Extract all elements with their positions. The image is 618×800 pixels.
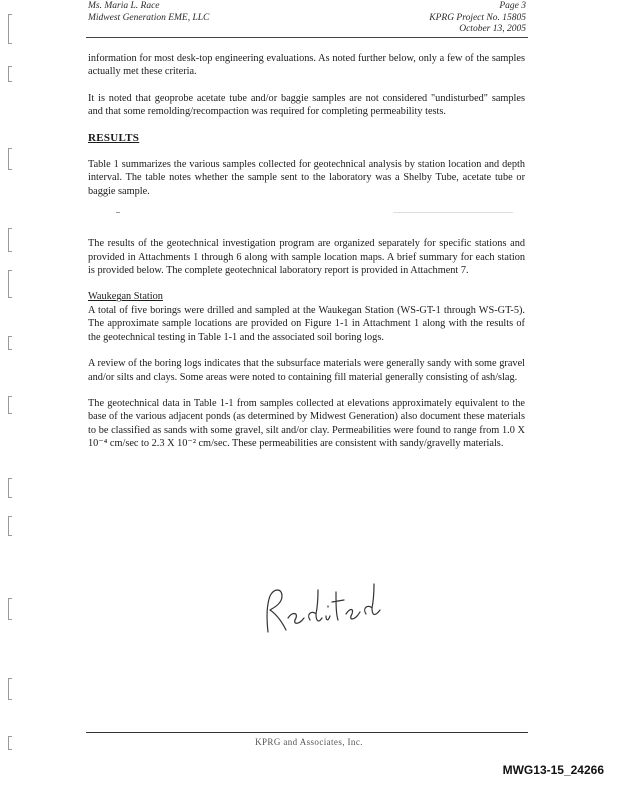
margin-mark [8,516,15,536]
margin-mark [8,270,15,298]
margin-mark [8,14,15,44]
results-heading: RESULTS [88,131,140,144]
paragraph: A total of five borings were drilled and sampled at the Waukegan Station (WS-GT-1 through WS-GT-5). The approximate sample locations are provided on Figure 1-1 in Attachment 1 along with the results of the geotechnical testing in Table 1-1 and the associated soil boring logs. [88,304,525,343]
paragraph: The results of the geotechnical investigation program are organized separately for specific stations and provided in Attachments 1 through 6 along with sample location maps. A brief summary for each station is provided below. The complete geotechnical laboratory report is provided in Attachment 7. [88,238,525,277]
header-project-number: KPRG Project No. 15805 [429,12,526,23]
document-id: MWG13-15_24266 [502,763,604,777]
header-addressee-company: Midwest Generation EME, LLC [88,12,210,23]
margin-mark [8,336,15,350]
footer-company: KPRG and Associates, Inc. [255,737,363,747]
header-reference [429,1,526,36]
header-rule [86,37,528,38]
paragraph: A review of the boring logs indicates that the subsurface materials were generally sandy with some gravel and/or silts and clays. Some areas were noted to containing fill material generally consisting of ash/slag. [88,358,525,383]
redacted-signature [258,574,388,644]
header-addressee-name: Ms. Maria L. Race [88,1,160,11]
margin-mark [8,396,15,414]
footer-rule [86,732,528,733]
letter-body [88,52,525,464]
paragraph: It is noted that geoprobe acetate tube and/or baggie samples are not considered "undisturbed" samples and that some remolding/recompaction was required for completing permeability tests. [88,92,525,118]
margin-mark [8,148,15,170]
paragraph: The geotechnical data in Table 1-1 from samples collected at elevations approximately equivalent to the base of the various adjacent ponds (as determined by Midwest Generation) also document these materials to be classified as sands with some gravel, silt and/or clay. Permeabilities were found to range from 1.0 X 10⁻⁴ cm/sec to 2.3 X 10⁻² cm/sec. These permeabilities are consistent with sandy/gravelly materials. [88,397,525,450]
margin-mark [8,678,15,700]
margin-mark [8,66,15,82]
header-page-number: Page 3 [499,1,526,11]
header-addressee [88,1,209,24]
paragraph: Table 1 summarizes the various samples collected for geotechnical analysis by station location and depth interval. The table notes whether the sample sent to the laboratory was a Shelby Tube, acetate tube or baggie sample. [88,159,525,197]
redaction-trace [88,200,525,224]
margin-mark [8,598,15,620]
paragraph: information for most desk-top engineering evaluations. As noted further below, only a few of the samples actually met these criteria. [88,53,525,78]
header-date: October 13, 2005 [459,24,526,34]
margin-mark [8,228,15,252]
station-heading: Waukegan Station [88,291,163,303]
margin-mark [8,478,15,498]
